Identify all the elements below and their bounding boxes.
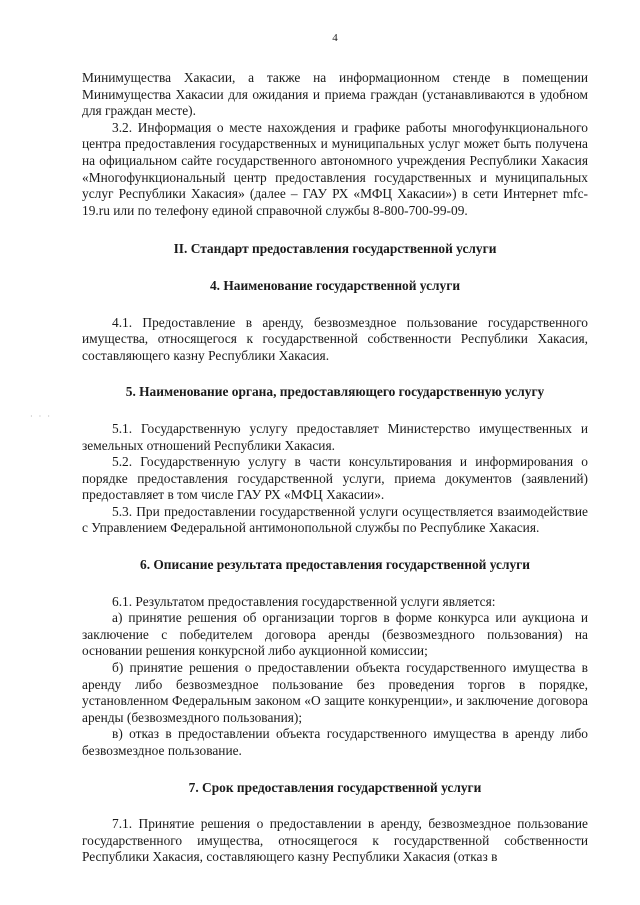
paragraph-continued: Минимущества Хакасии, а также на информационном стенде в помещении Минимущества Хакасии для ожидания и приема граждан (устанавливаются в удобном для граждан месте).: [82, 70, 588, 119]
paragraph-6-1: 6.1. Результатом предоставления государственной услуги является:: [112, 593, 496, 609]
paragraph-7-1: 7.1. Принятие решения о предоставлении в аренду, безвозмездное пользование государственного имущества, относящегося к государственной собственности Республики Хакасия, составляющего казну Республики Хакасия (отказ в: [82, 816, 588, 865]
subsection-5-title: 5. Наименование органа, предоставляющего государственную услугу: [125, 384, 545, 400]
paragraph-3-2: 3.2. Информация о месте нахождения и графике работы многофункционального центра предоставления государственных и муниципальных услуг может быть получена на официальном сайте государственного автономного учреждения Республики Хакасия «Многофункциональный центр предоставления государственных и муниципальных услуг Республики Хакасия» (далее – ГАУ РХ «МФЦ Хакасии») в сети Интернет mfc-19.ru или по телефону единой справочной службы 8-800-700-99-09.: [82, 119, 588, 218]
paragraph-6-c: в) отказ в предоставлении объекта государственного имущества в аренду либо безвозмездное пользование.: [82, 726, 588, 758]
paragraph-4-1: 4.1. Предоставление в аренду, безвозмездное пользование государственного имущества, относящегося к государственной собственности Республики Хакасия, составляющего казну Республики Хакасия.: [82, 314, 588, 363]
section-title: II. Стандарт предоставления государственной услуги: [173, 241, 497, 257]
subsection-6-title: 6. Описание результата предоставления государственной услуги: [140, 557, 530, 573]
margin-scan-mark: · · ·: [30, 412, 52, 421]
paragraph-6-a: а) принятие решения об организации торгов в форме конкурса или аукциона и заключение с победителем договора аренды (безвозмездного пользования) на основании решения конкурсной либо аукционной комиссии;: [82, 610, 588, 659]
subsection-7-title: 7. Срок предоставления государственной услуги: [188, 779, 482, 795]
paragraph-5-2: 5.2. Государственную услугу в части консультирования и информирования о порядке предоставления государственной услуги, приема документов (заявлений) предоставляет в том числе ГАУ РХ «МФЦ Хакасии».: [82, 454, 588, 503]
paragraph-5-1: 5.1. Государственную услугу предоставляет Министерство имущественных и земельных отношений Республики Хакасия.: [82, 420, 588, 453]
paragraph-6-b: б) принятие решения о предоставлении объекта государственного имущества в аренду либо безвозмездное пользование без проведения торгов в порядке, установленном Федеральным законом «О защите конкуренции», и заключение договора аренды (безвозмездного пользования);: [82, 660, 588, 725]
subsection-4-title: 4. Наименование государственной услуги: [209, 277, 461, 293]
page-number: 4: [332, 32, 338, 44]
paragraph-5-3: 5.3. При предоставлении государственной услуги осуществляется взаимодействие с Управлением Федеральной антимонопольной службы по Республике Хакасия.: [82, 503, 588, 536]
